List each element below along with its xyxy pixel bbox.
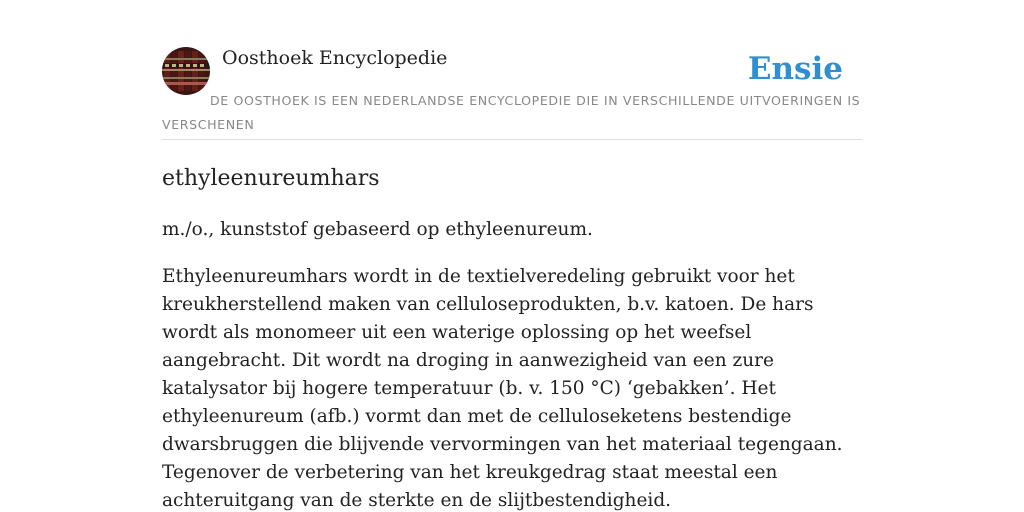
- source-avatar[interactable]: [162, 47, 210, 95]
- source-description: DE OOSTHOEK IS EEN NEDERLANDSE ENCYCLOPEDIE DIE IN VERSCHILLENDE UITVOERINGEN IS VERSCHENEN: [162, 93, 861, 132]
- entry-title: ethyleenureumhars: [162, 166, 380, 191]
- entry-body: Ethyleenureumhars wordt in de textielveredeling gebruikt voor het kreukherstellend maken van celluloseprodukten, b.v. katoen. De hars wordt als monomeer uit een waterige oplossing op het weefsel aangebracht. Dit wordt na droging in aanwezigheid van een zure katalysator bij hogere temperatuur (b. v. 150 °C) ‘gebakken’. Het ethyleenureum (afb.) vormt dan met de celluloseketens bestendige dwarsbruggen die blijvende vervormingen van het materiaal tegengaan. Tegenover de verbetering van het kreukgedrag staat meestal een achteruitgang van de sterkte en de slijtbestendigheid.: [162, 266, 843, 511]
- encyclopedia-books-icon: [162, 47, 210, 95]
- brand-logo-link[interactable]: Ensie: [747, 51, 843, 87]
- source-title-link[interactable]: Oosthoek Encyclopedie: [222, 47, 448, 69]
- entry-definition: m./o., kunststof gebaseerd op ethyleenureum.: [162, 219, 593, 240]
- header-divider: [162, 139, 862, 140]
